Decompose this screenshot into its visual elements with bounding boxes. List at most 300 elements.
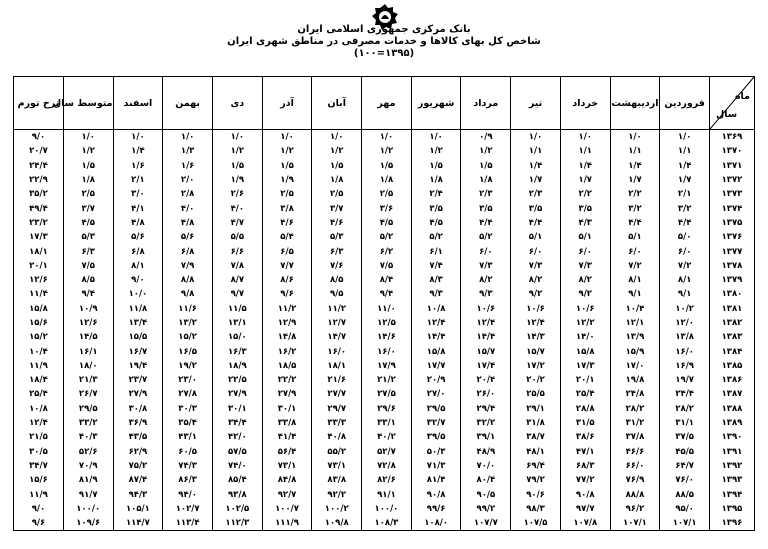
value-cell: ۶/۸ xyxy=(163,244,213,258)
value-cell: ۴/۰ xyxy=(163,201,213,215)
value-cell: ۶/۶ xyxy=(212,244,262,258)
value-cell: ۹۷/۷ xyxy=(560,502,610,516)
value-cell: ۹۲/۷ xyxy=(262,487,312,501)
value-cell: ۱/۰ xyxy=(312,130,362,145)
value-cell: ۲۵/۵ xyxy=(511,387,561,401)
value-cell: ۷/۳ xyxy=(461,259,511,273)
year-cell: ۱۳۹۳ xyxy=(710,473,755,487)
value-cell: ۸/۴ xyxy=(362,273,412,287)
value-cell: ۱۰/۶ xyxy=(560,302,610,316)
value-cell: ۱/۰ xyxy=(411,130,461,145)
value-cell: ۱۸/۴ xyxy=(14,373,64,387)
table-row xyxy=(14,344,755,358)
value-cell: ۴۳/۱ xyxy=(163,430,213,444)
value-cell: ۶/۲ xyxy=(362,244,412,258)
year-cell: ۱۳۷۸ xyxy=(710,259,755,273)
column-header: تیر xyxy=(511,77,561,130)
table-row xyxy=(14,316,755,330)
value-cell: ۱۶/۷ xyxy=(113,344,163,358)
corner-year-label: سال xyxy=(716,109,738,120)
value-cell: ۱/۰ xyxy=(113,130,163,145)
column-header: دی xyxy=(212,77,262,130)
corner-cell xyxy=(710,77,755,130)
value-cell: ۹۰/۶ xyxy=(511,487,561,501)
value-cell: ۱/۴ xyxy=(560,159,610,173)
value-cell: ۱۶/۳ xyxy=(212,344,262,358)
table-row xyxy=(14,516,755,531)
value-cell: ۱۶/۹ xyxy=(660,359,710,373)
table-row xyxy=(14,359,755,373)
value-cell: ۱۶/۵ xyxy=(163,344,213,358)
value-cell: ۱۰۰/۰ xyxy=(362,502,412,516)
value-cell: ۸۴/۸ xyxy=(262,473,312,487)
value-cell: ۲۰/۲ xyxy=(511,373,561,387)
value-cell: ۱۴/۸ xyxy=(262,330,312,344)
value-cell: ۵/۱ xyxy=(511,230,561,244)
value-cell: ۳/۵ xyxy=(560,201,610,215)
cpi-table xyxy=(13,76,755,531)
value-cell: ۵/۲ xyxy=(461,230,511,244)
value-cell: ۷/۴ xyxy=(411,259,461,273)
value-cell: ۲۷/۸ xyxy=(163,387,213,401)
value-cell: ۲۷/۹ xyxy=(113,387,163,401)
value-cell: ۳/۵ xyxy=(461,201,511,215)
value-cell: ۱/۷ xyxy=(610,173,660,187)
value-cell: ۳/۲ xyxy=(660,201,710,215)
value-cell: ۳/۶ xyxy=(362,201,412,215)
value-cell: ۱/۴ xyxy=(660,159,710,173)
value-cell: ۱۲/۵ xyxy=(362,316,412,330)
value-cell: ۹۴/۳ xyxy=(113,487,163,501)
table-row xyxy=(14,201,755,215)
value-cell: ۱۹/۷ xyxy=(660,373,710,387)
value-cell: ۹۵/۰ xyxy=(660,502,710,516)
value-cell: ۶/۰ xyxy=(660,244,710,258)
year-cell: ۱۳۷۴ xyxy=(710,201,755,215)
value-cell: ۲/۳ xyxy=(511,187,561,201)
value-cell: ۱/۰ xyxy=(610,130,660,145)
value-cell: ۱۰۸/۳ xyxy=(362,516,412,531)
value-cell: ۱۸/۰ xyxy=(63,359,113,373)
value-cell: ۸/۱ xyxy=(113,259,163,273)
value-cell: ۹۱/۷ xyxy=(63,487,113,501)
value-cell: ۷۶/۰ xyxy=(660,473,710,487)
value-cell: ۸۲/۶ xyxy=(362,473,412,487)
value-cell: ۲۷/۵ xyxy=(362,387,412,401)
value-cell: ۵/۴ xyxy=(262,230,312,244)
value-cell: ۲۴/۴ xyxy=(14,159,64,173)
value-cell: ۳/۷ xyxy=(312,201,362,215)
year-cell: ۱۳۷۹ xyxy=(710,273,755,287)
column-header: مرداد xyxy=(461,77,511,130)
value-cell: ۳/۵ xyxy=(411,201,461,215)
value-cell: ۶/۰ xyxy=(560,244,610,258)
base-year-note: (۱۳۹۵=۱۰۰) xyxy=(353,48,415,59)
value-cell: ۸۰/۴ xyxy=(461,473,511,487)
value-cell: ۹/۳ xyxy=(411,287,461,301)
value-cell: ۲۶/۰ xyxy=(461,387,511,401)
value-cell: ۱۱/۵ xyxy=(212,302,262,316)
value-cell: ۷/۳ xyxy=(560,259,610,273)
value-cell: ۱۷/۲ xyxy=(511,359,561,373)
value-cell: ۲۸/۲ xyxy=(610,402,660,416)
value-cell: ۱/۸ xyxy=(312,173,362,187)
value-cell: ۲/۳ xyxy=(461,187,511,201)
year-cell: ۱۳۸۲ xyxy=(710,316,755,330)
value-cell: ۹۰/۸ xyxy=(560,487,610,501)
year-cell: ۱۳۷۶ xyxy=(710,230,755,244)
value-cell: ۱۹/۲ xyxy=(163,359,213,373)
value-cell: ۲۸/۲ xyxy=(660,402,710,416)
value-cell: ۱/۵ xyxy=(411,159,461,173)
value-cell: ۸۸/۸ xyxy=(610,487,660,501)
value-cell: ۱۳/۲ xyxy=(163,316,213,330)
value-cell: ۳۲/۲ xyxy=(461,416,511,430)
value-cell: ۶/۳ xyxy=(312,244,362,258)
value-cell: ۱۷/۳ xyxy=(14,230,64,244)
value-cell: ۶۸/۳ xyxy=(560,459,610,473)
value-cell: ۰/۹ xyxy=(461,130,511,145)
value-cell: ۱۲/۴ xyxy=(411,316,461,330)
value-cell: ۴/۴ xyxy=(511,216,561,230)
document-header xyxy=(0,24,768,60)
year-cell: ۱۳۸۹ xyxy=(710,416,755,430)
value-cell: ۱/۸ xyxy=(461,173,511,187)
value-cell: ۹/۰ xyxy=(14,502,64,516)
value-cell: ۶۹/۴ xyxy=(511,459,561,473)
value-cell: ۱/۲ xyxy=(411,144,461,158)
value-cell: ۶/۰ xyxy=(461,244,511,258)
value-cell: ۱/۸ xyxy=(362,173,412,187)
value-cell: ۹۸/۳ xyxy=(511,502,561,516)
value-cell: ۱۷/۷ xyxy=(411,359,461,373)
table-title: شاخص کل بهای کالاها و خدمات مصرفی در مناطق شهری ایران xyxy=(227,36,541,47)
value-cell: ۱/۹ xyxy=(262,173,312,187)
table-row xyxy=(14,416,755,430)
value-cell: ۱۵/۲ xyxy=(14,330,64,344)
value-cell: ۸/۵ xyxy=(63,273,113,287)
value-cell: ۴/۴ xyxy=(660,216,710,230)
value-cell: ۳۹/۱ xyxy=(461,430,511,444)
value-cell: ۶/۵ xyxy=(262,244,312,258)
value-cell: ۸۱/۹ xyxy=(63,473,113,487)
value-cell: ۹/۲ xyxy=(511,287,561,301)
value-cell: ۹۰/۵ xyxy=(461,487,511,501)
value-cell: ۱۶/۰ xyxy=(312,344,362,358)
value-cell: ۱۰۰/۰ xyxy=(63,502,113,516)
value-cell: ۱/۱ xyxy=(560,144,610,158)
value-cell: ۳۳/۱ xyxy=(362,416,412,430)
value-cell: ۷/۳ xyxy=(511,259,561,273)
column-header: آبان xyxy=(312,77,362,130)
value-cell: ۲۱/۵ xyxy=(14,430,64,444)
value-cell: ۱۹/۸ xyxy=(610,373,660,387)
value-cell: ۲۴/۸ xyxy=(610,387,660,401)
table-row xyxy=(14,502,755,516)
value-cell: ۱۰/۸ xyxy=(14,402,64,416)
table-row xyxy=(14,445,755,459)
value-cell: ۸/۱ xyxy=(610,273,660,287)
value-cell: ۲۱/۲ xyxy=(362,373,412,387)
year-cell: ۱۳۹۶ xyxy=(710,516,755,531)
value-cell: ۷۴/۳ xyxy=(163,459,213,473)
value-cell: ۷۲/۸ xyxy=(362,459,412,473)
value-cell: ۷۰/۰ xyxy=(461,459,511,473)
value-cell: ۱۵/۸ xyxy=(411,344,461,358)
value-cell: ۷۴/۰ xyxy=(212,459,262,473)
value-cell: ۳۱/۱ xyxy=(660,416,710,430)
value-cell: ۱/۹ xyxy=(212,173,262,187)
value-cell: ۱۰۷/۸ xyxy=(560,516,610,531)
value-cell: ۷/۵ xyxy=(362,259,412,273)
value-cell: ۸۸/۵ xyxy=(660,487,710,501)
value-cell: ۱۱/۸ xyxy=(113,302,163,316)
table-row xyxy=(14,402,755,416)
value-cell: ۹/۲ xyxy=(560,287,610,301)
value-cell: ۱۸/۹ xyxy=(212,359,262,373)
value-cell: ۱۰۷/۵ xyxy=(511,516,561,531)
value-cell: ۱۰۷/۱ xyxy=(660,516,710,531)
value-cell: ۱۰۰/۲ xyxy=(312,502,362,516)
value-cell: ۴/۵ xyxy=(63,216,113,230)
value-cell: ۱/۰ xyxy=(212,130,262,145)
value-cell: ۳۵/۴ xyxy=(163,416,213,430)
value-cell: ۱۰/۲ xyxy=(660,302,710,316)
year-cell: ۱۳۹۱ xyxy=(710,445,755,459)
value-cell: ۱/۶ xyxy=(113,159,163,173)
value-cell: ۸۳/۸ xyxy=(312,473,362,487)
value-cell: ۱۷/۰ xyxy=(610,359,660,373)
value-cell: ۱۲/۱ xyxy=(610,316,660,330)
value-cell: ۱۴/۴ xyxy=(461,330,511,344)
value-cell: ۱۰/۶ xyxy=(511,302,561,316)
value-cell: ۱۴/۶ xyxy=(362,330,412,344)
value-cell: ۹۶/۲ xyxy=(610,502,660,516)
value-cell: ۲/۸ xyxy=(163,187,213,201)
value-cell: ۲۰/۷ xyxy=(14,144,64,158)
value-cell: ۲۹/۵ xyxy=(63,402,113,416)
value-cell: ۲/۴ xyxy=(411,187,461,201)
value-cell: ۲/۶ xyxy=(212,187,262,201)
value-cell: ۷۵/۲ xyxy=(113,459,163,473)
value-cell: ۲/۵ xyxy=(63,187,113,201)
value-cell: ۵۰/۳ xyxy=(411,445,461,459)
value-cell: ۳۷/۸ xyxy=(610,430,660,444)
value-cell: ۴۲/۰ xyxy=(212,430,262,444)
value-cell: ۹/۶ xyxy=(262,287,312,301)
year-cell: ۱۳۹۰ xyxy=(710,430,755,444)
value-cell: ۳۳/۳ xyxy=(312,416,362,430)
value-cell: ۲۱/۳ xyxy=(63,373,113,387)
value-cell: ۳۰/۱ xyxy=(212,402,262,416)
value-cell: ۳/۷ xyxy=(63,201,113,215)
value-cell: ۸۱/۴ xyxy=(411,473,461,487)
value-cell: ۱۰/۶ xyxy=(461,302,511,316)
value-cell: ۱۰۲/۵ xyxy=(212,502,262,516)
value-cell: ۱۳/۱ xyxy=(212,316,262,330)
value-cell: ۱۴/۰ xyxy=(560,330,610,344)
value-cell: ۱۱/۰ xyxy=(362,302,412,316)
value-cell: ۱/۷ xyxy=(511,173,561,187)
value-cell: ۱۲/۹ xyxy=(262,316,312,330)
value-cell: ۱/۶ xyxy=(163,159,213,173)
value-cell: ۳۸/۷ xyxy=(511,430,561,444)
year-cell: ۱۳۷۳ xyxy=(710,187,755,201)
value-cell: ۴۷/۱ xyxy=(560,445,610,459)
table-row xyxy=(14,173,755,187)
value-cell: ۳۱/۲ xyxy=(610,416,660,430)
value-cell: ۱/۵ xyxy=(461,159,511,173)
value-cell: ۸۷/۴ xyxy=(113,473,163,487)
value-cell: ۴/۸ xyxy=(163,216,213,230)
table-row xyxy=(14,187,755,201)
value-cell: ۱۵/۶ xyxy=(14,316,64,330)
value-cell: ۱/۵ xyxy=(362,159,412,173)
value-cell: ۴/۶ xyxy=(262,216,312,230)
table-row xyxy=(14,216,755,230)
value-cell: ۳/۲ xyxy=(610,201,660,215)
value-cell: ۲۵/۴ xyxy=(14,387,64,401)
value-cell: ۱/۲ xyxy=(461,144,511,158)
value-cell: ۱/۰ xyxy=(560,130,610,145)
value-cell: ۵۲/۶ xyxy=(63,445,113,459)
value-cell: ۵۷/۵ xyxy=(212,445,262,459)
year-cell: ۱۳۸۵ xyxy=(710,359,755,373)
value-cell: ۵/۶ xyxy=(113,230,163,244)
value-cell: ۱۰۹/۶ xyxy=(63,516,113,531)
column-header: اسفند xyxy=(113,77,163,130)
value-cell: ۱/۰ xyxy=(262,130,312,145)
value-cell: ۵/۵ xyxy=(212,230,262,244)
value-cell: ۸/۳ xyxy=(411,273,461,287)
value-cell: ۱۰۷/۷ xyxy=(461,516,511,531)
year-cell: ۱۳۷۷ xyxy=(710,244,755,258)
value-cell: ۹/۰ xyxy=(14,130,64,145)
value-cell: ۲۹/۷ xyxy=(312,402,362,416)
year-cell: ۱۳۸۸ xyxy=(710,402,755,416)
value-cell: ۲۹/۴ xyxy=(461,402,511,416)
value-cell: ۲۸/۸ xyxy=(560,402,610,416)
value-cell: ۱۱۴/۷ xyxy=(113,516,163,531)
value-cell: ۵۶/۴ xyxy=(262,445,312,459)
value-cell: ۲۱/۶ xyxy=(312,373,362,387)
value-cell: ۲۳/۲ xyxy=(14,216,64,230)
value-cell: ۱۴/۳ xyxy=(511,330,561,344)
value-cell: ۳/۸ xyxy=(262,201,312,215)
value-cell: ۲۴/۴ xyxy=(660,387,710,401)
value-cell: ۶/۸ xyxy=(113,244,163,258)
value-cell: ۹/۱ xyxy=(610,287,660,301)
value-cell: ۱۵/۰ xyxy=(212,330,262,344)
value-cell: ۳۰/۱ xyxy=(262,402,312,416)
year-cell: ۱۳۷۰ xyxy=(710,144,755,158)
value-cell: ۷۶/۹ xyxy=(610,473,660,487)
value-cell: ۲/۲ xyxy=(610,187,660,201)
column-header: بهمن xyxy=(163,77,213,130)
value-cell: ۱۸/۱ xyxy=(14,244,64,258)
value-cell: ۲۳/۰ xyxy=(163,373,213,387)
table-row xyxy=(14,273,755,287)
value-cell: ۲۶/۷ xyxy=(63,387,113,401)
value-cell: ۲۲/۹ xyxy=(14,173,64,187)
value-cell: ۸/۷ xyxy=(212,273,262,287)
value-cell: ۸۵/۴ xyxy=(212,473,262,487)
value-cell: ۴/۵ xyxy=(362,216,412,230)
value-cell: ۸/۱ xyxy=(660,273,710,287)
value-cell: ۱/۷ xyxy=(660,173,710,187)
value-cell: ۱۰/۴ xyxy=(610,302,660,316)
value-cell: ۴۰/۸ xyxy=(312,430,362,444)
value-cell: ۱/۴ xyxy=(610,159,660,173)
value-cell: ۲۷/۰ xyxy=(411,387,461,401)
value-cell: ۹۴/۰ xyxy=(163,487,213,501)
value-cell: ۲۵/۴ xyxy=(560,387,610,401)
value-cell: ۱۷/۹ xyxy=(362,359,412,373)
value-cell: ۸/۶ xyxy=(262,273,312,287)
value-cell: ۶/۱ xyxy=(411,244,461,258)
value-cell: ۴/۴ xyxy=(461,216,511,230)
value-cell: ۱/۲ xyxy=(362,144,412,158)
value-cell: ۵۵/۲ xyxy=(312,445,362,459)
value-cell: ۱۵/۲ xyxy=(163,330,213,344)
value-cell: ۲۷/۷ xyxy=(312,387,362,401)
year-cell: ۱۳۸۰ xyxy=(710,287,755,301)
value-cell: ۷/۸ xyxy=(212,259,262,273)
value-cell: ۱/۰ xyxy=(163,130,213,145)
value-cell: ۱۱۳/۴ xyxy=(163,516,213,531)
corner-month-label: ماه xyxy=(734,91,750,102)
table-body xyxy=(14,130,755,531)
value-cell: ۴/۳ xyxy=(560,216,610,230)
value-cell: ۱/۸ xyxy=(411,173,461,187)
year-cell: ۱۳۸۶ xyxy=(710,373,755,387)
value-cell: ۱۰۵/۱ xyxy=(113,502,163,516)
value-cell: ۴/۱ xyxy=(113,201,163,215)
value-cell: ۲۰/۹ xyxy=(411,373,461,387)
value-cell: ۳۱/۸ xyxy=(511,416,561,430)
value-cell: ۹/۳ xyxy=(461,287,511,301)
value-cell: ۴/۷ xyxy=(212,216,262,230)
value-cell: ۱۶/۱ xyxy=(63,344,113,358)
year-cell: ۱۳۷۱ xyxy=(710,159,755,173)
value-cell: ۷۹/۲ xyxy=(511,473,561,487)
value-cell: ۱/۲ xyxy=(262,144,312,158)
value-cell: ۱۵/۸ xyxy=(560,344,610,358)
value-cell: ۹۹/۶ xyxy=(411,502,461,516)
value-cell: ۱۴/۷ xyxy=(312,330,362,344)
value-cell: ۱۲/۶ xyxy=(14,273,64,287)
value-cell: ۱۳/۴ xyxy=(113,316,163,330)
value-cell: ۱/۱ xyxy=(660,144,710,158)
column-header: اردیبهشت xyxy=(610,77,660,130)
value-cell: ۱۲/۴ xyxy=(14,416,64,430)
value-cell: ۷/۲ xyxy=(610,259,660,273)
value-cell: ۴/۰ xyxy=(212,201,262,215)
value-cell: ۹/۵ xyxy=(312,287,362,301)
value-cell: ۱۰۸/۰ xyxy=(411,516,461,531)
value-cell: ۷۳/۱ xyxy=(262,459,312,473)
value-cell: ۱۱/۴ xyxy=(14,287,64,301)
value-cell: ۱/۵ xyxy=(63,159,113,173)
value-cell: ۳۰/۵ xyxy=(14,445,64,459)
value-cell: ۳۹/۵ xyxy=(411,430,461,444)
table-row xyxy=(14,159,755,173)
value-cell: ۲/۱ xyxy=(660,187,710,201)
header-row xyxy=(14,77,755,130)
value-cell: ۳۳/۲ xyxy=(63,416,113,430)
value-cell: ۱۶/۰ xyxy=(660,344,710,358)
value-cell: ۳۳/۸ xyxy=(262,416,312,430)
